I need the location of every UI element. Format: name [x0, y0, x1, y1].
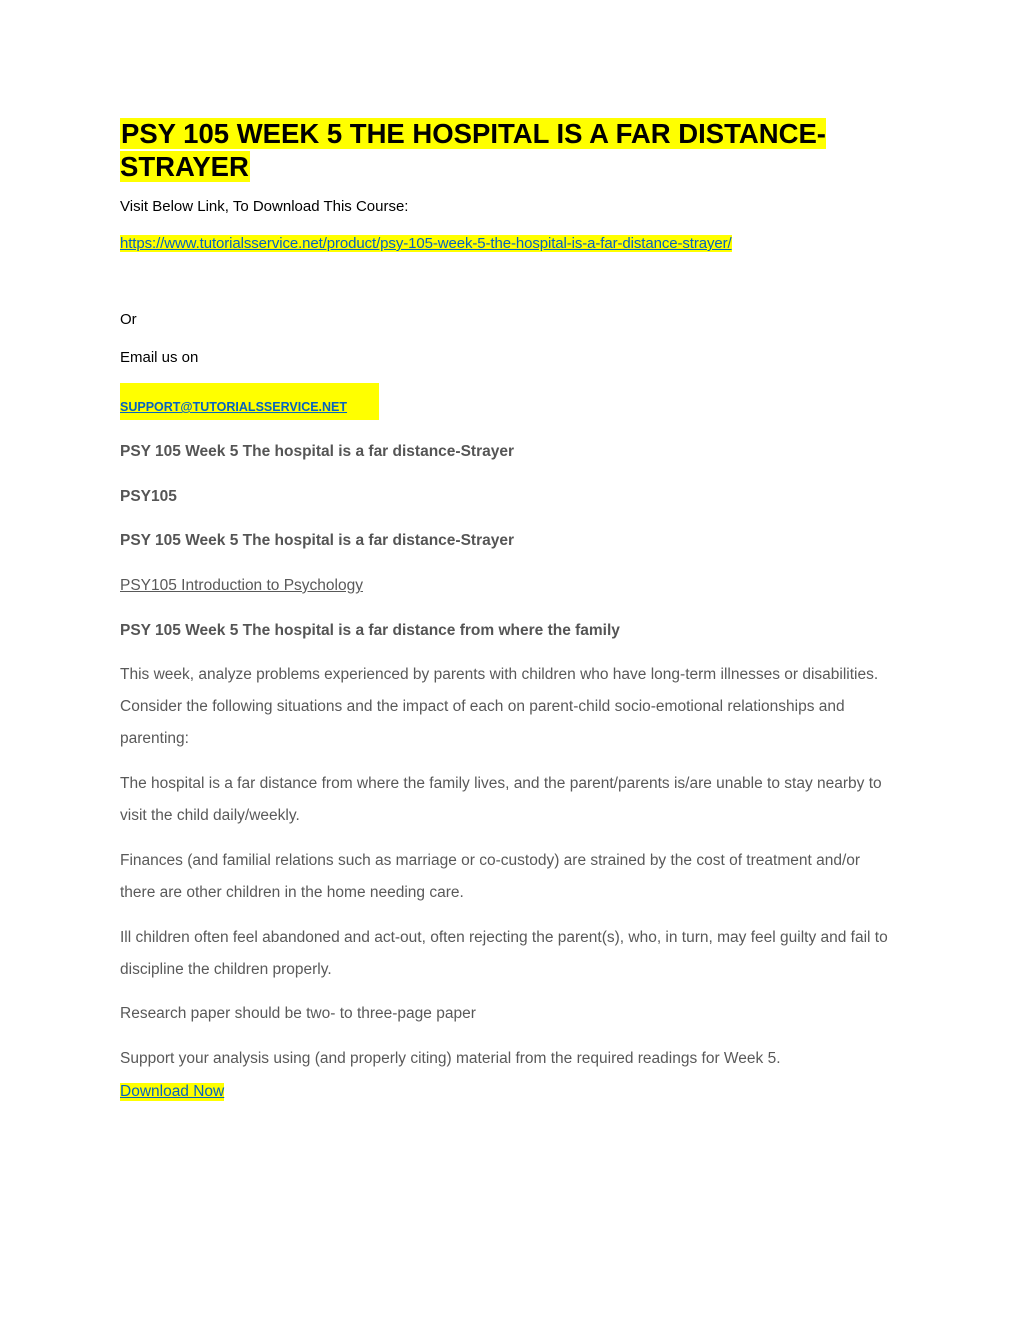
course-url-link[interactable]: https://www.tutorialsservice.net/product/psy-105-week-5-the-hospital-is-a-far-distance-strayer/	[120, 235, 732, 252]
visit-instruction: Visit Below Link, To Download This Course:	[120, 198, 409, 215]
paragraph-support: Support your analysis using (and properly citing) material from the required readings for Week 5.	[120, 1050, 781, 1067]
document-title-text: PSY 105 WEEK 5 THE HOSPITAL IS A FAR DISTANCE-STRAYER	[120, 118, 826, 182]
email-intro: Email us on	[120, 349, 199, 366]
course-name-link[interactable]: PSY105 Introduction to Psychology	[120, 577, 363, 594]
paragraph-finances: Finances (and familial relations such as marriage or co-custody) are strained by the cost of treatment and/or there are other children in the home needing care.	[120, 852, 861, 901]
paragraph-ill-children: Ill children often feel abandoned and act-out, often rejecting the parent(s), who, in turn, may feel guilty and fail to discipline the children properly.	[120, 929, 888, 978]
document-title	[120, 117, 880, 183]
heading-title-1: PSY 105 Week 5 The hospital is a far distance-Strayer	[120, 443, 514, 460]
or-text: Or	[120, 311, 137, 328]
support-email-link[interactable]: SUPPORT@TUTORIALSSERVICE.NET	[120, 400, 348, 414]
heading-title-2: PSY 105 Week 5 The hospital is a far distance-Strayer	[120, 532, 514, 549]
download-now-link[interactable]: Download Now	[120, 1083, 225, 1100]
course-code: PSY105	[120, 488, 177, 505]
paragraph-distance: The hospital is a far distance from where the family lives, and the parent/parents is/are unable to stay nearby to visit the child daily/weekly.	[120, 775, 882, 824]
paragraph-paper-length: Research paper should be two- to three-page paper	[120, 1005, 476, 1022]
heading-title-3: PSY 105 Week 5 The hospital is a far distance from where the family	[120, 622, 620, 639]
paragraph-intro: This week, analyze problems experienced by parents with children who have long-term illnesses or disabilities. Consider the following situations and the impact of each on parent-child socio-emotional relationships and parenting:	[120, 666, 879, 747]
